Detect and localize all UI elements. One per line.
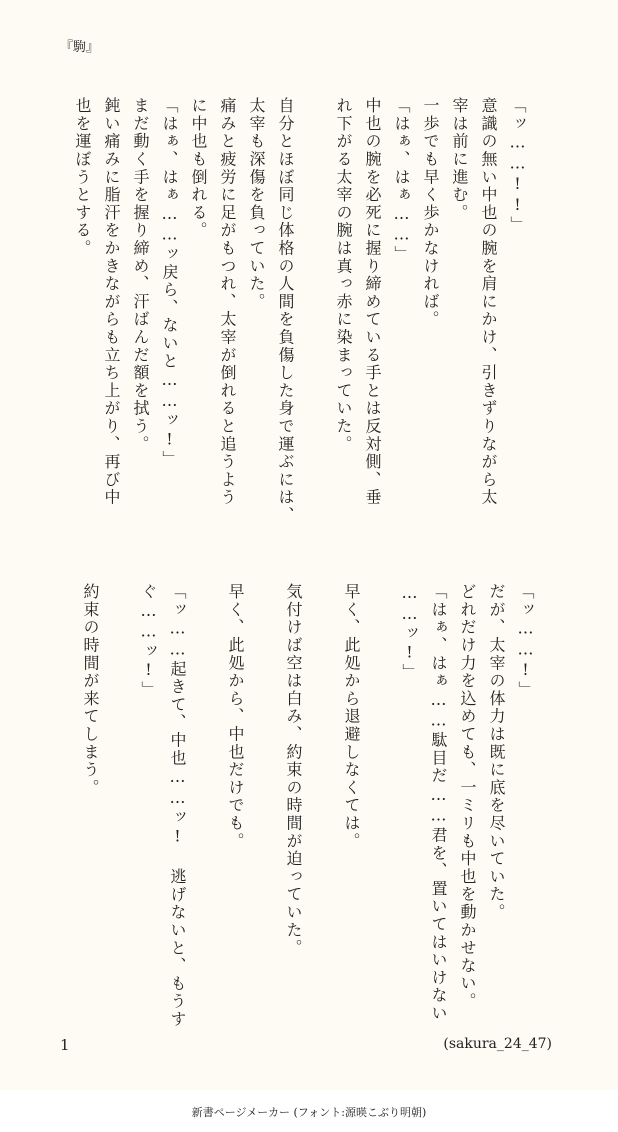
text-line: 「はぁ、はぁ……駄目だ……君を、置いてはいけない xyxy=(429,583,448,1023)
text-line: 痛みと疲労に足がもつれ、太宰が倒れると追うよう xyxy=(218,97,237,507)
upper-text-block xyxy=(68,97,532,537)
text-line: 自分とほぼ同じ体格の人間を負傷した身で運ぶには、 xyxy=(276,97,295,525)
lower-text-block xyxy=(76,583,540,1029)
text-line: まだ動く手を握り締め、汗ばんだ額を拭う。 xyxy=(131,97,150,453)
text-line: 早く、此処から、中也だけでも。 xyxy=(226,583,245,850)
text-line: だが、太宰の体力は既に底を尽いていた。 xyxy=(487,583,506,922)
text-line: どれだけ力を込めても、一ミリも中也を動かせない。 xyxy=(458,583,477,1011)
text-line: 一歩でも早く歩かなければ。 xyxy=(421,97,440,329)
text-line xyxy=(300,97,329,537)
text-line: 気付けば空は白み、約束の時間が迫っていた。 xyxy=(284,583,303,957)
author-credit: (sakura_24_47) xyxy=(443,1036,552,1052)
text-line: 太宰も深傷を負っていた。 xyxy=(247,97,266,311)
text-line xyxy=(366,583,395,1003)
text-line: 早く、此処から退避しなくては。 xyxy=(342,583,361,850)
text-line xyxy=(105,583,134,1003)
text-line: に中也も倒れる。 xyxy=(189,97,208,240)
text-line: ……ッ!」 xyxy=(400,583,419,681)
text-line: 「はぁ、はぁ……」 xyxy=(392,97,411,264)
page-number: 1 xyxy=(60,1036,70,1054)
text-line: 中也の腕を必死に握り締めている手とは反対側、垂 xyxy=(363,97,382,507)
text-line: 「はぁ、はぁ……ッ戻ら、ないと……ッ!」 xyxy=(160,97,179,468)
text-line: 「ッ……起きて、中也……ッ! 逃げないと、もうす xyxy=(168,583,187,1029)
page-title: 『駒』 xyxy=(60,40,100,55)
text-line: 約束の時間が来てしまう。 xyxy=(81,583,100,797)
generator-credit: 新書ページメーカー (フォント:源暎こぶり明朝) xyxy=(191,1106,427,1119)
text-line xyxy=(250,583,279,1003)
text-line: 也を運ぼうとする。 xyxy=(73,97,92,258)
text-line: 「ッ……!!」 xyxy=(508,97,527,234)
text-line: 宰は前に進む。 xyxy=(450,97,469,222)
text-line: 「ッ……!」 xyxy=(516,583,535,699)
text-line: ぐ……ッ!」 xyxy=(139,583,158,699)
text-line: 鈍い痛みに脂汗をかきながらも立ち上がり、再び中 xyxy=(102,97,121,507)
text-line xyxy=(308,583,337,1003)
text-line: れ下がる太宰の腕は真っ赤に染まっていた。 xyxy=(334,97,353,453)
text-line: 意識の無い中也の腕を肩にかけ、引きずりながら太 xyxy=(479,97,498,507)
text-line xyxy=(192,583,221,1003)
